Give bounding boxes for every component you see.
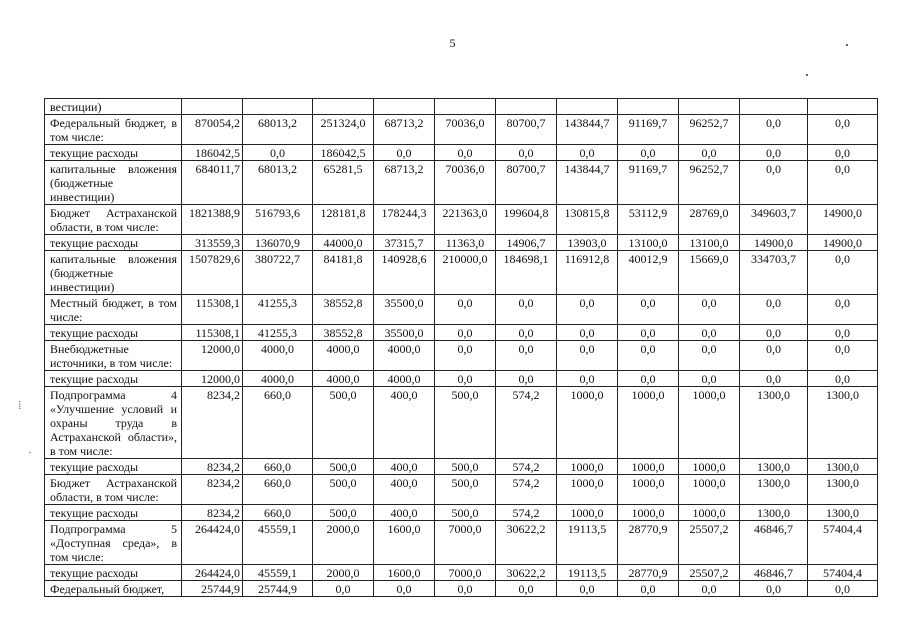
table-cell: 38552,8 xyxy=(313,325,374,341)
table-cell: 19113,5 xyxy=(557,521,618,565)
table-cell: 186042,5 xyxy=(313,145,374,161)
table-cell: 38552,8 xyxy=(313,295,374,325)
table-cell: 2000,0 xyxy=(313,521,374,565)
table-cell: 0,0 xyxy=(808,251,878,295)
table-cell: 35500,0 xyxy=(374,325,435,341)
table-cell: 28770,9 xyxy=(618,565,679,581)
table-cell xyxy=(435,99,496,115)
table-cell: 11363,0 xyxy=(435,235,496,251)
table-cell xyxy=(496,99,557,115)
table-cell: 178244,3 xyxy=(374,205,435,235)
table-cell: 400,0 xyxy=(374,505,435,521)
table-cell: 1300,0 xyxy=(808,475,878,505)
table-row xyxy=(45,387,878,459)
table-cell: 0,0 xyxy=(740,161,808,205)
table-cell: 660,0 xyxy=(243,505,313,521)
table-cell: 1000,0 xyxy=(618,387,679,459)
table-cell: 68013,2 xyxy=(243,161,313,205)
row-label: Бюджет Астраханской области, в том числе: xyxy=(45,205,182,235)
row-label: Бюджет Астраханской области, в том числе: xyxy=(45,475,182,505)
table-cell: 684011,7 xyxy=(182,161,243,205)
table-cell: 660,0 xyxy=(243,475,313,505)
row-label: Федеральный бюджет, в том числе: xyxy=(45,115,182,145)
table-cell: 210000,0 xyxy=(435,251,496,295)
table-cell: 45559,1 xyxy=(243,565,313,581)
table-cell: 14900,0 xyxy=(808,205,878,235)
table-cell: 186042,5 xyxy=(182,145,243,161)
table-cell: 380722,7 xyxy=(243,251,313,295)
table-cell: 574,2 xyxy=(496,475,557,505)
table-cell: 1300,0 xyxy=(740,387,808,459)
table-cell: 1600,0 xyxy=(374,565,435,581)
table-cell: 30622,2 xyxy=(496,521,557,565)
table-cell: 0,0 xyxy=(679,145,740,161)
table-cell: 1300,0 xyxy=(808,459,878,475)
table-cell: 0,0 xyxy=(496,581,557,597)
table-cell: 199604,8 xyxy=(496,205,557,235)
table-cell: 53112,9 xyxy=(618,205,679,235)
table-cell: 400,0 xyxy=(374,475,435,505)
table-cell: 46846,7 xyxy=(740,565,808,581)
scan-mark: ⁞ xyxy=(18,398,22,412)
table-cell: 574,2 xyxy=(496,459,557,475)
table-cell: 1000,0 xyxy=(557,475,618,505)
row-label: текущие расходы xyxy=(45,565,182,581)
table-row xyxy=(45,371,878,387)
table-cell: 574,2 xyxy=(496,505,557,521)
table-cell: 0,0 xyxy=(740,341,808,371)
table-cell: 96252,7 xyxy=(679,115,740,145)
table-cell: 221363,0 xyxy=(435,205,496,235)
table-cell: 516793,6 xyxy=(243,205,313,235)
table-cell: 0,0 xyxy=(808,161,878,205)
table-row xyxy=(45,205,878,235)
scan-speck xyxy=(846,44,848,46)
table-cell: 68713,2 xyxy=(374,115,435,145)
table-cell: 0,0 xyxy=(374,581,435,597)
table-cell: 41255,3 xyxy=(243,325,313,341)
table-cell: 25744,9 xyxy=(182,581,243,597)
row-label: капитальные вложения (бюджетные инвестиции) xyxy=(45,251,182,295)
table-cell: 184698,1 xyxy=(496,251,557,295)
table-row xyxy=(45,161,878,205)
table-cell: 13100,0 xyxy=(679,235,740,251)
table-cell: 0,0 xyxy=(496,295,557,325)
scan-speck xyxy=(806,74,808,76)
table-cell: 14900,0 xyxy=(740,235,808,251)
table-cell: 0,0 xyxy=(740,115,808,145)
table-cell: 0,0 xyxy=(808,581,878,597)
table-row xyxy=(45,235,878,251)
table-cell: 1000,0 xyxy=(557,505,618,521)
table-row xyxy=(45,295,878,325)
table-cell: 44000,0 xyxy=(313,235,374,251)
table-cell: 500,0 xyxy=(435,387,496,459)
table-cell: 0,0 xyxy=(496,371,557,387)
table-cell: 0,0 xyxy=(740,581,808,597)
table-cell: 128181,8 xyxy=(313,205,374,235)
table-cell: 140928,6 xyxy=(374,251,435,295)
table-cell: 0,0 xyxy=(618,581,679,597)
table-cell: 1507829,6 xyxy=(182,251,243,295)
table-cell: 96252,7 xyxy=(679,161,740,205)
table-cell: 870054,2 xyxy=(182,115,243,145)
table-cell: 40012,9 xyxy=(618,251,679,295)
table-cell xyxy=(557,99,618,115)
table-cell: 13903,0 xyxy=(557,235,618,251)
row-label: текущие расходы xyxy=(45,235,182,251)
table-cell: 13100,0 xyxy=(618,235,679,251)
table-cell: 4000,0 xyxy=(243,341,313,371)
table-cell: 14900,0 xyxy=(808,235,878,251)
table-row xyxy=(45,521,878,565)
table-cell: 80700,7 xyxy=(496,161,557,205)
table-cell: 115308,1 xyxy=(182,295,243,325)
table-cell: 41255,3 xyxy=(243,295,313,325)
table-cell: 4000,0 xyxy=(313,341,374,371)
table-cell: 1821388,9 xyxy=(182,205,243,235)
table-cell: 57404,4 xyxy=(808,565,878,581)
table-cell: 0,0 xyxy=(808,341,878,371)
table-cell xyxy=(740,99,808,115)
table-row xyxy=(45,341,878,371)
table-cell: 0,0 xyxy=(496,145,557,161)
table-cell: 1000,0 xyxy=(679,459,740,475)
table-cell: 0,0 xyxy=(808,115,878,145)
table-cell: 0,0 xyxy=(679,325,740,341)
table-cell: 12000,0 xyxy=(182,371,243,387)
table-cell: 14906,7 xyxy=(496,235,557,251)
row-label: Внебюджетные источники, в том числе: xyxy=(45,341,182,371)
table-cell: 1300,0 xyxy=(740,475,808,505)
table-cell: 0,0 xyxy=(618,145,679,161)
table-cell: 0,0 xyxy=(740,325,808,341)
table-cell xyxy=(313,99,374,115)
table-cell: 1000,0 xyxy=(618,475,679,505)
row-label: текущие расходы xyxy=(45,325,182,341)
table-row xyxy=(45,475,878,505)
scan-mark: ˎ xyxy=(28,440,32,454)
table-cell: 7000,0 xyxy=(435,565,496,581)
table-cell: 12000,0 xyxy=(182,341,243,371)
table-cell: 0,0 xyxy=(435,325,496,341)
table-cell: 8234,2 xyxy=(182,475,243,505)
table-cell: 500,0 xyxy=(313,505,374,521)
row-label: текущие расходы xyxy=(45,505,182,521)
table-cell: 84181,8 xyxy=(313,251,374,295)
table-cell: 25744,9 xyxy=(243,581,313,597)
table-cell: 0,0 xyxy=(243,145,313,161)
table-cell: 4000,0 xyxy=(374,341,435,371)
table-cell: 1300,0 xyxy=(808,387,878,459)
table-cell: 0,0 xyxy=(496,341,557,371)
table-cell: 500,0 xyxy=(313,459,374,475)
table-cell: 1000,0 xyxy=(557,387,618,459)
table-cell: 1000,0 xyxy=(679,475,740,505)
table-cell: 15669,0 xyxy=(679,251,740,295)
table-cell: 91169,7 xyxy=(618,161,679,205)
table-cell: 574,2 xyxy=(496,387,557,459)
table-cell: 68713,2 xyxy=(374,161,435,205)
table-cell xyxy=(679,99,740,115)
table-cell: 70036,0 xyxy=(435,115,496,145)
row-label: Подпрограмма 4 «Улучшение условий и охраны труда в Астраханской области», в том числе: xyxy=(45,387,182,459)
table-cell: 30622,2 xyxy=(496,565,557,581)
table-cell: 264424,0 xyxy=(182,565,243,581)
table-row xyxy=(45,251,878,295)
table-cell: 0,0 xyxy=(313,581,374,597)
row-label: текущие расходы xyxy=(45,145,182,161)
table-row xyxy=(45,581,878,597)
table-cell: 0,0 xyxy=(435,295,496,325)
table-cell: 35500,0 xyxy=(374,295,435,325)
table-cell: 80700,7 xyxy=(496,115,557,145)
table-cell xyxy=(618,99,679,115)
table-cell: 500,0 xyxy=(435,459,496,475)
table-cell: 500,0 xyxy=(435,475,496,505)
table-cell: 0,0 xyxy=(435,341,496,371)
table-cell: 143844,7 xyxy=(557,115,618,145)
table-cell: 500,0 xyxy=(435,505,496,521)
row-label: Федеральный бюджет, xyxy=(45,581,182,597)
table-cell: 334703,7 xyxy=(740,251,808,295)
table-cell: 0,0 xyxy=(618,341,679,371)
table-cell: 500,0 xyxy=(313,387,374,459)
table-cell: 0,0 xyxy=(679,371,740,387)
table-row xyxy=(45,505,878,521)
table-cell: 0,0 xyxy=(557,325,618,341)
table-cell: 1600,0 xyxy=(374,521,435,565)
table-cell: 116912,8 xyxy=(557,251,618,295)
table-cell: 251324,0 xyxy=(313,115,374,145)
table-cell xyxy=(182,99,243,115)
table-cell: 19113,5 xyxy=(557,565,618,581)
table-cell: 0,0 xyxy=(808,145,878,161)
table-cell: 28770,9 xyxy=(618,521,679,565)
table-cell: 349603,7 xyxy=(740,205,808,235)
table-row xyxy=(45,115,878,145)
table-row xyxy=(45,459,878,475)
table-cell: 400,0 xyxy=(374,459,435,475)
table-cell xyxy=(243,99,313,115)
table-cell: 68013,2 xyxy=(243,115,313,145)
table-cell: 8234,2 xyxy=(182,387,243,459)
table-cell: 0,0 xyxy=(557,295,618,325)
table-cell: 91169,7 xyxy=(618,115,679,145)
table-cell: 8234,2 xyxy=(182,459,243,475)
table-cell: 0,0 xyxy=(679,581,740,597)
table-cell: 313559,3 xyxy=(182,235,243,251)
table-cell: 8234,2 xyxy=(182,505,243,521)
table-cell: 28769,0 xyxy=(679,205,740,235)
table-row xyxy=(45,145,878,161)
table-cell: 0,0 xyxy=(740,145,808,161)
table-cell: 1000,0 xyxy=(557,459,618,475)
table-cell: 0,0 xyxy=(808,371,878,387)
table-row xyxy=(45,99,878,115)
row-label: текущие расходы xyxy=(45,459,182,475)
table-cell: 1000,0 xyxy=(679,505,740,521)
table-cell: 57404,4 xyxy=(808,521,878,565)
table-cell: 0,0 xyxy=(557,371,618,387)
table-cell xyxy=(374,99,435,115)
table-cell: 65281,5 xyxy=(313,161,374,205)
table-cell: 0,0 xyxy=(557,145,618,161)
table-cell: 45559,1 xyxy=(243,521,313,565)
table-cell: 4000,0 xyxy=(243,371,313,387)
table-cell: 136070,9 xyxy=(243,235,313,251)
table-cell: 1300,0 xyxy=(740,505,808,521)
table-cell: 0,0 xyxy=(808,325,878,341)
table-cell: 46846,7 xyxy=(740,521,808,565)
table-cell: 4000,0 xyxy=(313,371,374,387)
table-cell: 0,0 xyxy=(435,581,496,597)
table-cell: 1000,0 xyxy=(679,387,740,459)
table-cell: 0,0 xyxy=(740,371,808,387)
table-cell: 0,0 xyxy=(679,341,740,371)
table-cell xyxy=(808,99,878,115)
table-cell: 1300,0 xyxy=(808,505,878,521)
row-label: текущие расходы xyxy=(45,371,182,387)
table-cell: 0,0 xyxy=(435,371,496,387)
table-cell: 0,0 xyxy=(618,371,679,387)
table-cell: 0,0 xyxy=(808,295,878,325)
row-label: вестиции) xyxy=(45,99,182,115)
table-cell: 660,0 xyxy=(243,459,313,475)
table-cell: 0,0 xyxy=(618,325,679,341)
table-cell: 1000,0 xyxy=(618,459,679,475)
table-cell: 130815,8 xyxy=(557,205,618,235)
table-cell: 143844,7 xyxy=(557,161,618,205)
table-cell: 0,0 xyxy=(374,145,435,161)
table-cell: 400,0 xyxy=(374,387,435,459)
table-cell: 70036,0 xyxy=(435,161,496,205)
table-cell: 0,0 xyxy=(679,295,740,325)
table-cell: 264424,0 xyxy=(182,521,243,565)
table-cell: 2000,0 xyxy=(313,565,374,581)
table-row xyxy=(45,325,878,341)
table-cell: 0,0 xyxy=(557,341,618,371)
row-label: Местный бюджет, в том числе: xyxy=(45,295,182,325)
table-cell: 1300,0 xyxy=(740,459,808,475)
table-row xyxy=(45,565,878,581)
table-cell: 500,0 xyxy=(313,475,374,505)
row-label: Подпрограмма 5 «Доступная среда», в том числе: xyxy=(45,521,182,565)
table-cell: 0,0 xyxy=(435,145,496,161)
table-cell: 0,0 xyxy=(496,325,557,341)
row-label: капитальные вложения (бюджетные инвестиции) xyxy=(45,161,182,205)
table-cell: 25507,2 xyxy=(679,521,740,565)
page-number: 5 xyxy=(449,36,456,50)
table-cell: 25507,2 xyxy=(679,565,740,581)
table-cell: 0,0 xyxy=(618,295,679,325)
table-cell: 660,0 xyxy=(243,387,313,459)
table-cell: 37315,7 xyxy=(374,235,435,251)
table-cell: 0,0 xyxy=(557,581,618,597)
table-cell: 1000,0 xyxy=(618,505,679,521)
budget-table xyxy=(44,98,878,597)
table-cell: 4000,0 xyxy=(374,371,435,387)
table-cell: 0,0 xyxy=(740,295,808,325)
table-cell: 115308,1 xyxy=(182,325,243,341)
table-cell: 7000,0 xyxy=(435,521,496,565)
